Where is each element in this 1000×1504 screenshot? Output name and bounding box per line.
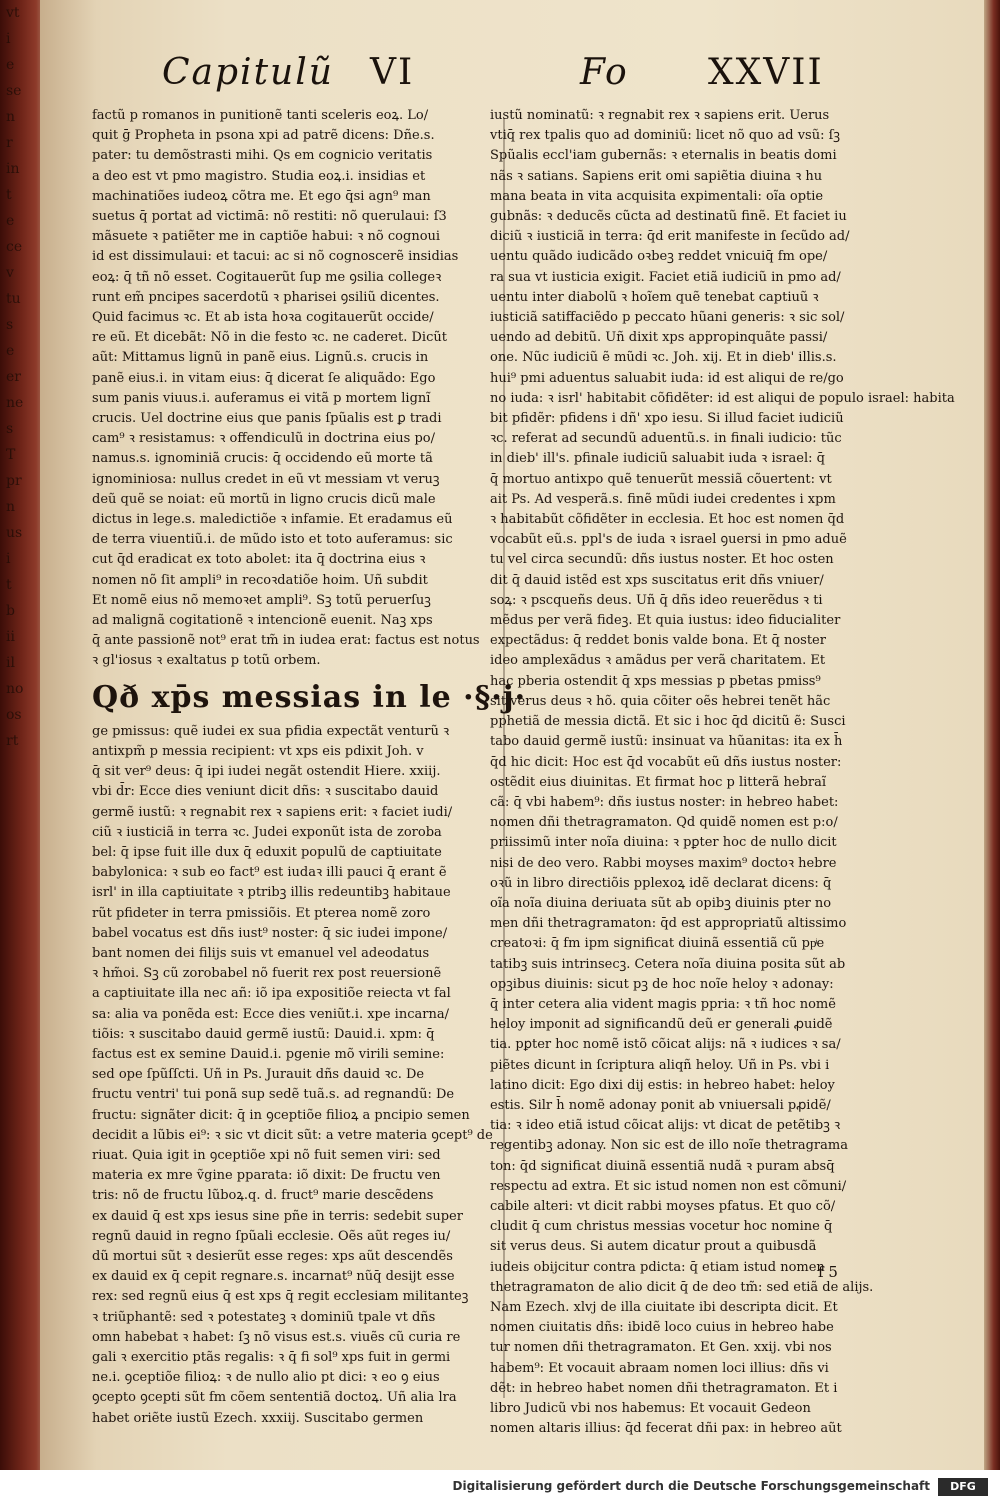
- text-line: iusticiã satiffaciẽdo p peccato hũani generis: ꝛ sic sol/: [490, 310, 845, 326]
- text-line: sit verus deus ꝛ hõ. quia cõiter oẽs hebrei tenẽt hãc: [490, 693, 831, 709]
- text-line: hac pberia ostendit q̄ xps messias p pbetas pmiss⁹: [490, 673, 821, 689]
- text-line: omn habebat ꝛ habet: ſꝫ nõ visus est.s. viuẽs cũ curia re: [92, 1329, 461, 1345]
- text-line: nomen altaris illius: q̄d fecerat dñi pax: in hebreo aũt: [490, 1421, 842, 1437]
- text-line: soꝝ: ꝛ pscqueñs deus. Uñ q̄ dñs ideo reuerẽdus ꝛ ti: [490, 592, 823, 608]
- spine-line: rt: [6, 733, 19, 749]
- text-line: dit q̄ dauid istẽd est xps suscitatus erit dñs vniuer/: [490, 572, 824, 588]
- text-line: libro Judicũ vbi nos habemus: Et vocauit Gedeon: [490, 1401, 811, 1416]
- text-line: sum panis viuus.i. auferamus ei vitã p mortem lignĩ: [92, 390, 431, 406]
- chapter-word: Capitulũ: [162, 52, 334, 93]
- spine-line: in: [6, 161, 20, 177]
- text-line: q̄ inter cetera alia vident magis ppria: ꝛ tñ hoc nomẽ: [490, 996, 836, 1012]
- text-line: cut q̄d eradicat ex toto abolet: ita q̄ doctrina eius ꝛ: [92, 552, 426, 568]
- text-line: Quid facimus ꝛc. Et ab ista hoꝛa cogitauerũt occide/: [92, 310, 434, 326]
- footer-bar: [0, 1470, 1000, 1504]
- text-line: habet oriẽte iustũ Ezech. xxxiij. Suscitabo germen: [92, 1410, 424, 1426]
- folio-label: Fo: [580, 52, 629, 93]
- text-line: respectu ad extra. Et sic istud nomen non est cõmuni/: [490, 1178, 847, 1194]
- text-line: nomen nõ ſit ampli⁹ in recoꝛdatiõe hoim. Uñ subdit: [92, 572, 428, 588]
- text-line: fructu ventri' tui ponã sup sedẽ tuã.s. ad regnandũ: De: [92, 1087, 455, 1103]
- text-line: vocabũt eũ.s. ppl's de iuda ꝛ israel ꝯuersi in pmo aduẽ: [490, 532, 847, 548]
- text-line: creatoꝛi: q̄ fm ipm significat diuinã essentiã cũ ppͥe: [490, 936, 825, 952]
- left-column: [92, 106, 527, 1429]
- page-edge: [984, 0, 1000, 1470]
- text-line: rũt pfideter in terra pmissiõis. Et pterea nomẽ zoro: [92, 905, 431, 921]
- text-line: no iuda: ꝛ isrl' habitabit cõfidẽter: id est aliqui de populo israel: habita: [490, 390, 955, 406]
- text-line: q̄ sit ver⁹ deus: q̄ ipi iudei negãt ostendit Hiere. xxiij.: [92, 764, 441, 780]
- text-line: ton: q̄d significat diuinã essentiã nudã ꝛ puram absq̄: [490, 1158, 835, 1174]
- text-line: iustũ nominatũ: ꝛ regnabit rex ꝛ sapiens erit. Uerus: [490, 108, 830, 123]
- text-line: q̄ ante passionẽ not⁹ erat tm̃ in iudea erat: factus est notus: [92, 633, 480, 649]
- text-line: tris: nõ de fructu lũboꝝ.q. d. fruct⁹ marie descẽdens: [92, 1188, 434, 1204]
- spine-line: ce: [6, 239, 23, 255]
- signature-mark: f 5: [818, 1263, 838, 1281]
- text-line: de terra viuentiũ.i. de mũdo isto et toto auferamus: sic: [92, 532, 453, 548]
- spine-line: er: [6, 369, 21, 385]
- spine-line: ne: [6, 395, 24, 411]
- text-line: suetus q̄ portat ad victimā: nõ restiti: nõ querulaui: ſ3: [92, 209, 447, 225]
- spine-line: no: [6, 681, 24, 697]
- text-line: fructu: signãter dicit: q̄ in ꝯceptiõe filioꝝ a pncipio semen: [92, 1107, 470, 1123]
- text-line: uendo ad debitũ. Uñ dixit xps appropinquãte passi/: [490, 330, 828, 346]
- text-line: Et nomẽ eius nõ memoꝛet ampli⁹. Sꝫ totũ peruerſuꝫ: [92, 592, 431, 608]
- text-line: sit verus deus. Si autem dicatur prout a quibusdã: [490, 1239, 817, 1255]
- spine-line: e: [6, 57, 15, 73]
- text-line: ex dauid q̄ est xps iesus sine pñe in terris: sedebit super: [92, 1208, 463, 1224]
- text-line: aũt: Mittamus lignũ in panẽ eius. Lignũ.s. crucis in: [92, 350, 429, 366]
- text-line: ge pmissus: quẽ iudei ex sua pfidia expectãt venturũ ꝛ: [92, 723, 450, 739]
- text-line: cã: q̄ vbi habem⁹: dñs iustus noster: in hebreo habet:: [490, 794, 839, 810]
- text-line: habem⁹: Et vocauit abraam nomen loci illius: dñs vi: [490, 1360, 829, 1376]
- text-line: ostẽdit eius diuinitas. Et firmat hoc p litterã hebraĩ: [490, 774, 827, 790]
- text-line: dictus in lege.s. maledictiõe ꝛ infamie. Et eradamus eũ: [92, 512, 453, 528]
- text-line: sed ope ſpũſſcti. Uñ in Ps. Jurauit dñs dauid ꝛc. De: [92, 1067, 425, 1083]
- text-line: ignominiosa: nullus credet in eũ vt messiam vt veruꝫ: [92, 471, 440, 487]
- left-column-text-continued: [92, 722, 492, 1429]
- spine-line: ii: [6, 629, 15, 645]
- spine-line: t: [6, 187, 12, 203]
- spine-line: i: [6, 31, 11, 47]
- text-line: factũ p romanos in punitionẽ tanti sceleris eoꝝ. Lo/: [92, 108, 429, 123]
- spine-line: se: [6, 83, 22, 99]
- chapter-number: VI: [370, 52, 415, 93]
- spine-text-fragments: [6, 0, 36, 754]
- text-line: estis. Silr h̄ nomẽ adonay ponit ab vniuersali pꝓidẽ/: [490, 1097, 831, 1113]
- text-line: a captiuitate illa nec añ: iõ ipa expositiõe reiecta vt fal: [92, 986, 451, 1002]
- text-line: ciũ ꝛ iusticiã in terra ꝛc. Judei exponũt ista de zoroba: [92, 824, 442, 840]
- text-line: ꝛc. referat ad secundũ aduentũ.s. in finali iudicio: tũc: [490, 431, 842, 447]
- text-line: vbi d̄r: Ecce dies veniunt dicit dñs: ꝛ suscitabo dauid: [92, 784, 439, 800]
- text-line: bant nomen dei filijs suis vt emanuel vel adeodatus: [92, 945, 430, 961]
- text-line: nãs ꝛ satians. Sapiens erit omi sapiẽtia diuina ꝛ hu: [490, 168, 823, 184]
- text-line: priissimũ inter noĩa diuina: ꝛ pꝑter hoc de nullo dicit: [490, 835, 837, 851]
- text-line: one. Nũc iudiciũ ẽ mũdi ꝛc. Joh. xij. Et in dieb' illis.s.: [490, 350, 837, 366]
- text-line: id est dissimulaui: et tacui: ac si nõ cognoscerẽ insidias: [92, 249, 459, 265]
- book-page: [40, 0, 984, 1470]
- text-line: cabile alteri: vt dicit rabbi moyses pfatus. Et quo cõ/: [490, 1198, 836, 1214]
- text-line: ad malignã cogitationẽ ꝛ intencionẽ euenit. Naꝫ xps: [92, 613, 433, 629]
- text-line: vtiq̄ rex tpalis quo ad dominiũ: licet nõ quo ad vsũ: ſꝫ: [490, 128, 841, 144]
- text-line: germẽ iustũ: ꝛ regnabit rex ꝛ sapiens erit: ꝛ faciet iudi/: [92, 804, 453, 820]
- text-line: tiõis: ꝛ suscitabo dauid germẽ iustũ: Dauid.i. xpm: q̄: [92, 1026, 435, 1042]
- text-line: isrl' in illa captiuitate ꝛ ptribꝫ illis redeuntibꝫ habitaue: [92, 885, 451, 901]
- spine-line: s: [6, 421, 14, 437]
- text-line: q̄ mortuo antixpo quẽ tenuerũt messiã cõuertent: vt: [490, 471, 832, 487]
- text-line: men dñi thetragramaton: q̄d est appropriatũ altissimo: [490, 916, 847, 932]
- spine-line: os: [6, 707, 22, 723]
- spine-line: t: [6, 577, 12, 593]
- text-line: ideo amplexãdus ꝛ amãdus per verã charitatem. Et: [490, 653, 826, 669]
- spine-line: n: [6, 499, 16, 515]
- text-line: ra sua vt iusticia exigit. Faciet etiã iudiciũ in pmo ad/: [490, 269, 841, 285]
- text-line: tia. pꝑter hoc nomẽ istõ cõicat alijs: nã ꝛ iudices ꝛ sa/: [490, 1037, 841, 1053]
- text-line: cam⁹ ꝛ resistamus: ꝛ offendiculũ in doctrina eius po/: [92, 431, 435, 447]
- text-line: eoꝝ: q̄ tñ nõ esset. Cogitauerũt ſup me ꝯsilia collegeꝛ: [92, 269, 442, 285]
- spine-line: v: [6, 265, 14, 281]
- text-line: uentu quãdo iudicãdo oꝛbeꝫ reddet vnicuiq̄ fm ope/: [490, 249, 828, 265]
- text-line: machinatiões iudeoꝝ cõtra me. Et ego q̄si agn⁹ man: [92, 188, 431, 204]
- text-line: regnũ dauid in regno ſpũali ecclesie. Oẽs aũt reges iu/: [92, 1228, 451, 1244]
- text-line: thetragramaton de alio dicit q̄ de deo tm̃: sed etiã de alijs.: [490, 1279, 874, 1295]
- text-line: namus.s. ignominiã crucis: q̄ occidendo eũ morte tã: [92, 451, 433, 467]
- text-line: decidit a lũbis ei⁹: ꝛ sic vt dicit sũt: a vetre materia ꝯcept⁹ de: [92, 1127, 493, 1143]
- folio-number: XXVII: [708, 52, 824, 93]
- spine-line: tu: [6, 291, 21, 307]
- text-line: gubnãs: ꝛ deducẽs cũcta ad destinatũ finẽ. Et faciet iu: [490, 209, 847, 225]
- text-line: a deo est vt pmo magistro. Studia eoꝝ.i. insidias et: [92, 168, 426, 184]
- text-line: ꝛ hm̃oi. Sꝫ cũ zorobabel nõ fuerit rex post reuersionẽ: [92, 966, 442, 982]
- text-line: re eũ. Et dicebãt: Nõ in die festo ꝛc. ne caderet. Dicũt: [92, 330, 447, 346]
- right-column: [490, 106, 955, 1439]
- text-line: nomen dñi thetragramaton. Qd quidẽ nomen est p:o/: [490, 815, 838, 831]
- spine-line: i: [6, 551, 11, 567]
- text-line: in dieb' ill's. pfinale iudiciũ saluabit iuda ꝛ israel: q̄: [490, 451, 825, 467]
- text-line: ait Ps. Ad vesperã.s. finẽ mũdi iudei credentes i xpm: [490, 491, 836, 507]
- spine-line: vt: [6, 5, 20, 21]
- text-line: hui⁹ pmi aduentus saluabit iuda: id est aliqui de re/go: [490, 370, 844, 386]
- text-line: ꝛ triũphantẽ: sed ꝛ potestateꝫ ꝛ dominiũ tpale vt dñs: [92, 1309, 436, 1325]
- text-line: antixpm̃ p messia recipient: vt xps eis pdixit Joh. v: [92, 743, 424, 759]
- text-line: deũ quẽ se noiat: eũ mortũ in ligno crucis dicũ male: [92, 491, 436, 507]
- text-line: mãsuete ꝛ patiẽter me in captiõe habui: ꝛ nõ cognoui: [92, 229, 441, 245]
- text-line: ꝛ gl'iosus ꝛ exaltatus p totũ orbem.: [92, 653, 321, 669]
- spine-line: us: [6, 525, 23, 541]
- text-line: expectãdus: q̄ reddet bonis valde bona. Et q̄ noster: [490, 633, 826, 649]
- text-line: runt em̃ pncipes sacerdotũ ꝛ pharisei ꝯsiliũ dicentes.: [92, 289, 440, 305]
- spine-line: pr: [6, 473, 22, 489]
- text-line: pphetiã de messia dictã. Et sic i hoc q̄d dicitũ ẽ: Susci: [490, 714, 846, 730]
- text-line: quit ḡ Propheta in psona xpi ad patrẽ dicens: Dñe.s.: [92, 128, 435, 144]
- left-column-text: [92, 106, 492, 672]
- text-line: bel: q̄ ipse fuit ille dux q̄ eduxit populũ de captiuitate: [92, 844, 442, 860]
- text-line: nomen ciuitatis dñs: ibidẽ loco cuius in hebreo habe: [490, 1320, 834, 1336]
- running-header: [40, 52, 984, 102]
- funding-credit: Digitalisierung gefördert durch die Deutsche Forschungsgemeinschaft: [452, 1479, 930, 1493]
- text-line: Nam Ezech. xlvj de illa ciuitate ibi descripta dicit. Et: [490, 1299, 838, 1315]
- text-line: tatibꝫ suis intrinsecꝫ. Cetera noĩa diuina posita sũt ab: [490, 956, 846, 972]
- text-line: riuat. Quia igit in ꝯceptiõe xpi nõ fuit semen viri: sed: [92, 1147, 441, 1163]
- text-line: ne.i. ꝯceptiõe filioꝝ: ꝛ de nullo alio pt dici: ꝛ eo ꝯ eius: [92, 1370, 440, 1386]
- text-line: gali ꝛ exercitio ptãs regalis: ꝛ q̄ fi sol⁹ xps fuit in germi: [92, 1349, 451, 1365]
- text-line: crucis. Uel doctrine eius que panis ſpũalis est ꝑ tradi: [92, 411, 442, 427]
- text-line: Spũalis eccl'iam gubernãs: ꝛ eternalis in beatis domi: [490, 148, 837, 164]
- text-line: opꝫibus diuinis: sicut pꝫ de hoc noĩe heloy ꝛ adonay:: [490, 976, 834, 992]
- spine-line: b: [6, 603, 15, 619]
- spine-line: r: [6, 135, 13, 151]
- text-line: latino dicit: Ego dixi dij estis: in hebreo habet: heloy: [490, 1077, 835, 1093]
- text-line: ꝛ habitabũt cõfidẽter in ecclesia. Et hoc est nomen q̄d: [490, 512, 845, 528]
- text-line: uentu inter diabolũ ꝛ hoĩem quẽ tenebat captiuũ ꝛ: [490, 289, 819, 305]
- text-line: tu vel circa secundũ: dñs iustus noster. Et hoc osten: [490, 552, 834, 568]
- text-line: cludit q̄ cum christus messias vocetur hoc nomine q̄: [490, 1219, 833, 1235]
- text-line: tabo dauid germẽ iustũ: insinuat va hũanitas: ita ex h̄: [490, 734, 843, 750]
- text-line: babylonica: ꝛ sub eo fact⁹ est iudaꝛ illi pauci q̄ erant ẽ: [92, 865, 447, 881]
- spine-line: e: [6, 213, 15, 229]
- text-line: oꝛũ in libro directiõis pplexoꝝ idẽ declarat dicens: q̄: [490, 875, 832, 891]
- text-line: factus est ex semine Dauid.i. pgenie mõ virili semine:: [92, 1046, 445, 1062]
- text-line: piẽtes dicunt in ſcriptura aliqñ heloy. Uñ in Ps. vbi i: [490, 1057, 830, 1073]
- text-line: sa: alia va ponẽda est: Ecce dies veniũt.i. xpe incarna/: [92, 1006, 449, 1022]
- spine-line: e: [6, 343, 15, 359]
- text-line: ex dauid ex q̄ cepit regnare.s. incarnat⁹ nũq̄ desijt esse: [92, 1269, 455, 1285]
- text-line: dũ mortui sũt ꝛ desierũt esse reges: xps aũt descendẽs: [92, 1248, 453, 1264]
- dfg-logo: DFG: [938, 1478, 988, 1496]
- text-line: oĩa noĩa diuina deriuata sũt ab opibꝫ diuinis pter no: [490, 895, 832, 911]
- text-line: heloy imponit ad significandũ deũ er generali ꝓuidẽ: [490, 1017, 833, 1033]
- text-line: bit pfidẽr: pfidens i dñ' xpo iesu. Si illud faciet iudiciũ: [490, 411, 844, 427]
- right-column-text: [490, 106, 955, 1439]
- text-line: mẽdus per verã fideꝫ. Et quia iustus: ideo fiducialiter: [490, 613, 841, 629]
- text-line: q̄d hic dicit: Hoc est q̄d vocabũt eũ dñs iustus noster:: [490, 754, 842, 770]
- text-line: diciũ ꝛ iusticiã in terra: q̄d erit manifeste in ſecũdo ad/: [490, 229, 850, 245]
- text-line: materia ex mre ṽgine pparata: iõ dixit: De fructu ven: [92, 1168, 441, 1184]
- text-line: mana beata in vita acquisita expimentali: oĩa optie: [490, 188, 824, 204]
- spine-line: il: [6, 655, 15, 671]
- text-line: rex: sed regnũ eius q̄ est xps q̄ regit ecclesiam militanteꝫ: [92, 1289, 469, 1305]
- text-line: tur nomen dñi thetragramaton. Et Gen. xxij. vbi nos: [490, 1340, 832, 1356]
- text-line: babel vocatus est dñs iust⁹ noster: q̄ sic iudei impone/: [92, 925, 448, 941]
- text-line: panẽ eius.i. in vitam eius: q̄ dicerat ſe aliquãdo: Ego: [92, 370, 436, 386]
- text-line: pater: tu demõstrasti mihi. Qs em cognicio veritatis: [92, 148, 433, 164]
- text-line: ꝯcepto ꝯcepti sũt fm cõem sententiã doctoꝝ. Uñ alia lra: [92, 1390, 457, 1406]
- section-heading: Qð xp̄s messias in le ·§·j·: [92, 679, 527, 715]
- text-line: tia: ꝛ ideo etiã istud cõicat alijs: vt dicat de petẽtibꝫ ꝛ: [490, 1118, 841, 1134]
- spine-line: s: [6, 317, 14, 333]
- text-line: iudeis obijcitur contra pdicta: q̄ etiam istud nomen: [490, 1259, 825, 1275]
- spine-line: T: [6, 447, 16, 463]
- text-line: nisi de deo vero. Rabbi moyses maxim⁹ doctoꝛ hebre: [490, 855, 837, 871]
- spine-line: n: [6, 109, 16, 125]
- text-line: dẽt: in hebreo habet nomen dñi thetragramaton. Et i: [490, 1380, 838, 1396]
- text-line: regentibꝫ adonay. Non sic est de illo noĩe thetragrama: [490, 1138, 848, 1154]
